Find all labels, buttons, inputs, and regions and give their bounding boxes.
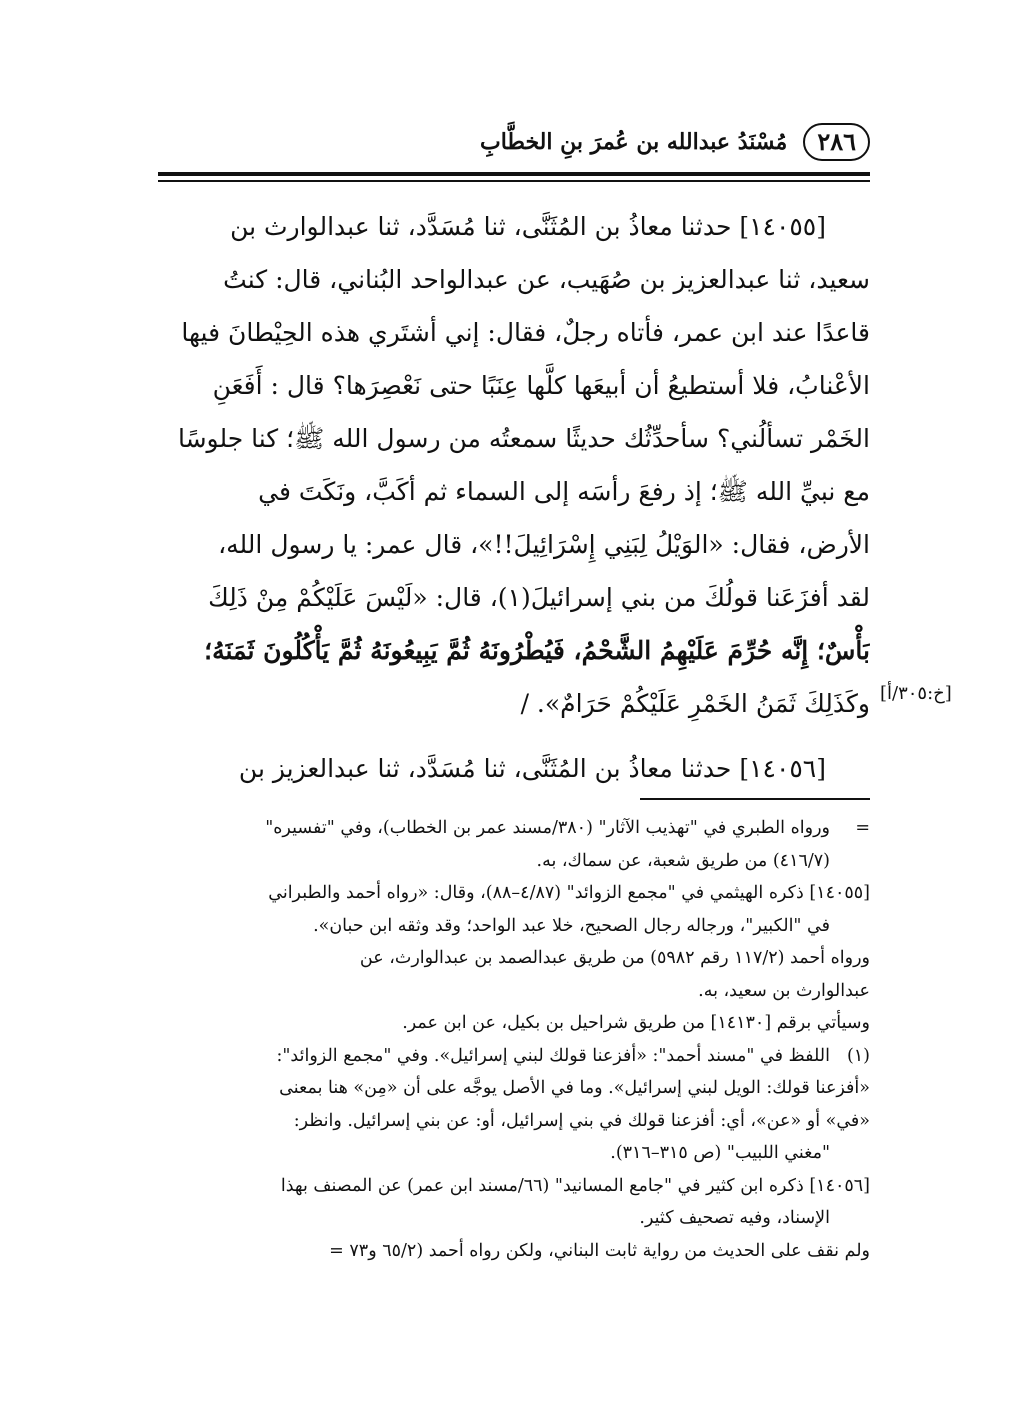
footnote-rule [640, 798, 870, 800]
footnote-line [158, 910, 870, 943]
footnote-line [158, 975, 870, 1008]
footnote-line [158, 1235, 870, 1268]
footnote-line [158, 1170, 870, 1203]
footnote-line [158, 812, 870, 845]
text-line: [١٤٠٥٥] حدثنا معاذُ بن المُثَنَّى، ثنا مُسَدَّد، ثنا عبدالوارث بن [230, 212, 826, 241]
text-line: سعيد، ثنا عبدالعزيز بن صُهَيب، عن عبدالواحد البُناني، قال: كنتُ [223, 265, 870, 294]
footnote-mark: = [855, 818, 870, 838]
text-line: الخَمْر تسألُني؟ سأحدِّثُك حديثًا سمعتُه من رسول الله ﷺ؛ كنا جلوسًا [177, 424, 870, 453]
running-title: مُسْنَدُ عبدالله بن عُمرَ بنِ الخطَّابِ [480, 129, 788, 155]
footnote-text: ورواه أحمد (١١٧/٢ رقم ٥٩٨٢) من طريق عبدالصمد بن عبدالوارث، عن [359, 948, 870, 968]
footnote-line [158, 942, 870, 975]
main-text [158, 200, 870, 795]
footnote-mark: (١) [846, 1045, 870, 1066]
footnotes [158, 812, 870, 1267]
footnote-text: "مغني اللبيب" (ص ٣١٥–٣١٦). [610, 1143, 830, 1163]
header-rule-thin [158, 180, 870, 182]
footnote-text: [١٤٠٥٦] ذكره ابن كثير في "جامع المسانيد" (٦٦/مسند ابن عمر) عن المصنف بهذا [280, 1175, 870, 1196]
page-number: ٢٨٦ [803, 123, 870, 161]
footnote-line [158, 1040, 870, 1073]
footnote-text: عبدالوارث بن سعيد، به. [698, 980, 870, 1001]
footnote-line [158, 1105, 870, 1138]
footnote-text: «أفزعنا قولك: الويل لبني إسرائيل». وما في الأصل يوجَّه على أن «مِن» هنا بمعنى [279, 1078, 870, 1098]
footnote-text: الإسناد، وفيه تصحيف كثير. [639, 1208, 830, 1228]
footnote-text: ورواه الطبري في "تهذيب الآثار" (٣٨٠/مسند عمر بن الخطاب)، وفي "تفسيره" [265, 818, 830, 838]
footnote-text: في "الكبير"، ورجاله رجال الصحيح، خلا عبد الواحد؛ وقد وثقه ابن حبان». [313, 915, 830, 936]
text-line: [١٤٠٥٦] حدثنا معاذُ بن المُثَنَّى، ثنا مُسَدَّد، ثنا عبدالعزيز بن [238, 754, 826, 783]
text-line: الأرض، فقال: «الوَيْلُ لِبَنِي إِسْرَائِيلَ!!»، قال عمر: يا رسول الله، [218, 530, 870, 559]
margin-note: [خ:٣٠٥/أ] [880, 683, 952, 704]
footnote-line [158, 1202, 870, 1235]
page-header [158, 118, 870, 166]
text-line: قاعدًا عند ابن عمر، فأتاه رجلٌ، فقال: إني أشتَري هذه الحِيْطانَ فيها [181, 318, 870, 347]
text-line: بَأْسٌ؛ إِنَّه حُرِّمَ عَلَيْهِمُ الشَّحْمُ، فَيُطْرُونَهُ ثُمَّ يَبِيعُونَهُ ثُمَّ يَأْكُلُونَ ثَمَنَهُ؛ [204, 636, 870, 665]
footnote-text: (٤١٦/٧) من طريق شعبة، عن سماك، به. [536, 850, 830, 871]
footnote-line [158, 1137, 870, 1170]
footnote-text: ولم نقف على الحديث من رواية ثابت البناني، ولكن رواه أحمد (٦٥/٢ و٧٣ = [329, 1240, 870, 1261]
header-rule-thick [158, 172, 870, 176]
footnote-line [158, 1007, 870, 1040]
text-line: وكَذَلِكَ ثَمَنُ الخَمْرِ عَلَيْكُمْ حَرَامٌ». / [520, 689, 870, 718]
footnote-text: [١٤٠٥٥] ذكره الهيثمي في "مجمع الزوائد" (٤/٨٧–٨٨)، وقال: «رواه أحمد والطبراني [268, 883, 870, 903]
footnote-line [158, 1072, 870, 1105]
footnote-text: اللفظ في "مسند أحمد": «أفزعنا قولك لبني إسرائيل». وفي "مجمع الزوائد": [276, 1045, 830, 1066]
footnote-line [158, 845, 870, 878]
footnote-text: «في» أو «عن»، أي: أفزعنا قولك في بني إسرائيل، أو: عن بني إسرائيل. وانظر: [293, 1110, 870, 1131]
text-line: مع نبيِّ الله ﷺ؛ إذ رفعَ رأسَه إلى السماء ثم أكَبَّ، ونَكَتَ في [258, 477, 870, 506]
text-line: الأعْنابُ، فلا أستطيعُ أن أبيعَها كلَّها عِنَبًا حتى نَعْصِرَها؟ قال : أَفَعَنِ [212, 371, 870, 400]
footnote-text: وسيأتي برقم [١٤١٣٠] من طريق شراحيل بن بكيل، عن ابن عمر. [402, 1013, 870, 1033]
text-line: لقد أفزَعَنا قولُكَ من بني إسرائيلَ(١)، قال: «لَيْسَ عَلَيْكُمْ مِنْ ذَلِكَ [208, 583, 870, 612]
footnote-line [158, 877, 870, 910]
hadith-gap [158, 730, 870, 742]
